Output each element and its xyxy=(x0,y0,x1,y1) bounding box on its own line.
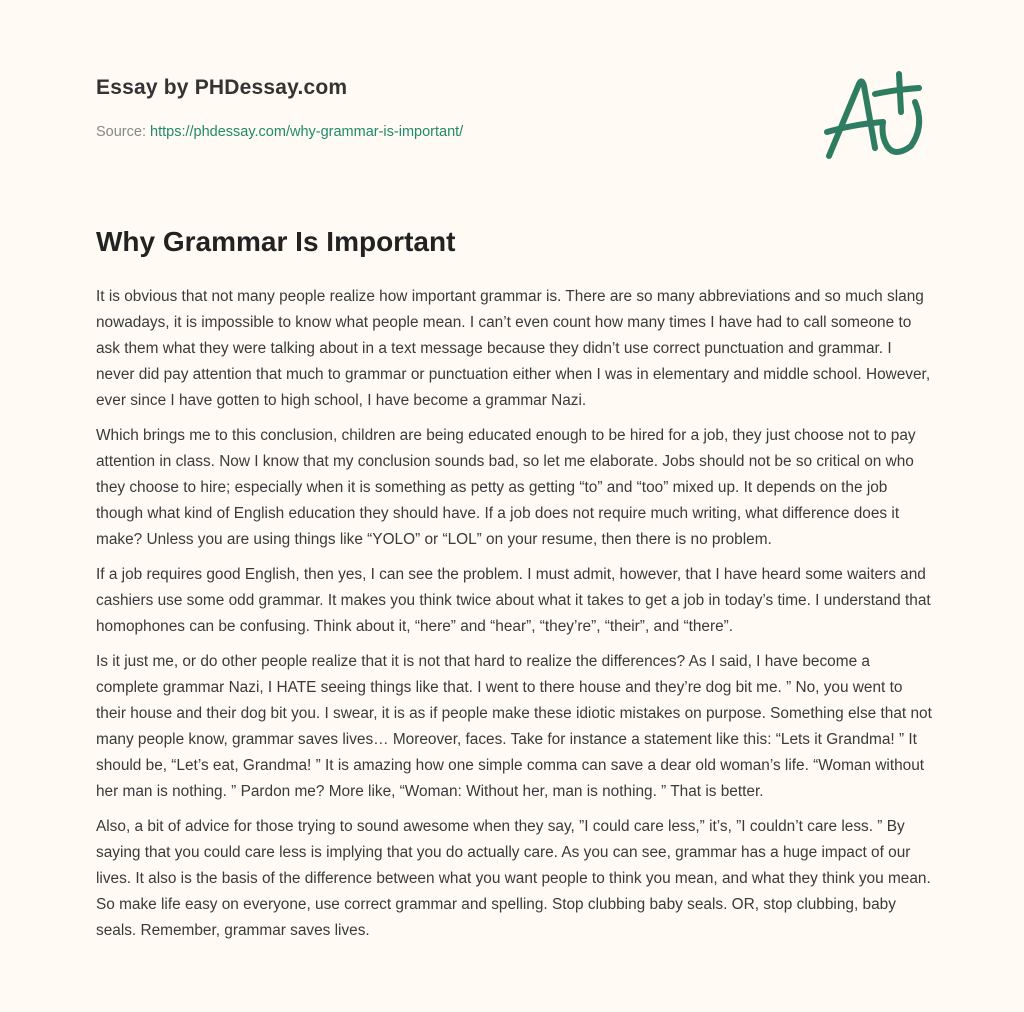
site-brand: Essay by PHDessay.com xyxy=(96,76,348,99)
source-label: Source: xyxy=(96,124,146,140)
a-plus-logo-icon xyxy=(815,66,935,170)
essay-body xyxy=(96,284,932,953)
source-line xyxy=(96,124,463,140)
page-title: Why Grammar Is Important xyxy=(96,226,456,257)
site-header xyxy=(96,76,347,100)
paragraph: It is obvious that not many people realize how important grammar is. There are so many abbreviations and so much slang nowadays, it is impossible to know what people mean. I can’t even count how many times I have had to call someone to ask them what they were talking about in a text message because they didn’t use correct punctuation and grammar. I never did pay attention that much to grammar or punctuation either when I was in elementary and middle school. However, ever since I have gotten to high school, I have become a grammar Nazi. xyxy=(96,288,931,409)
paragraph: Also, a bit of advice for those trying to sound awesome when they say, ”I could care less,” it’s, ”I couldn’t care less. ” By saying that you could care less is implying that you do actually care. As you can see, grammar has a huge impact of our lives. It also is the basis of the difference between what you want people to think you mean, and what they think you mean. So make life easy on everyone, use correct grammar and spelling. Stop clubbing baby seals. OR, stop clubbing, baby seals. Remember, grammar saves lives. xyxy=(96,818,931,939)
source-link[interactable]: https://phdessay.com/why-grammar-is-important/ xyxy=(150,124,464,140)
paragraph: If a job requires good English, then yes, I can see the problem. I must admit, however, that I have heard some waiters and cashiers use some odd grammar. It makes you think twice about what it takes to get a job in today’s time. I understand that homophones can be confusing. Think about it, “here” and “hear”, “they’re”, “their”, and “there”. xyxy=(96,566,931,635)
paragraph: Is it just me, or do other people realize that it is not that hard to realize the differences? As I said, I have become a complete grammar Nazi, I HATE seeing things like that. I went to there house and they’re dog bit me. ” No, you went to their house and their dog bit you. I swear, it is as if people make these idiotic mistakes on purpose. Something else that not many people know, grammar saves lives… Moreover, faces. Take for instance a statement like this: “Lets it Grandma! ” It should be, “Let’s eat, Grandma! ” It is amazing how one simple comma can save a dear old woman’s life. “Woman without her man is nothing. ” Pardon me? More like, “Woman: Without her, man is nothing. ” That is better. xyxy=(96,653,932,800)
paragraph: Which brings me to this conclusion, children are being educated enough to be hired for a job, they just choose not to pay attention in class. Now I know that my conclusion sounds bad, so let me elaborate. Jobs should not be so critical on who they choose to hire; especially when it is something as petty as getting “to” and “too” mixed up. It depends on the job though what kind of English education they should have. If a job does not require much writing, what difference does it make? Unless you are using things like “YOLO” or “LOL” on your resume, then there is no problem. xyxy=(96,427,916,548)
